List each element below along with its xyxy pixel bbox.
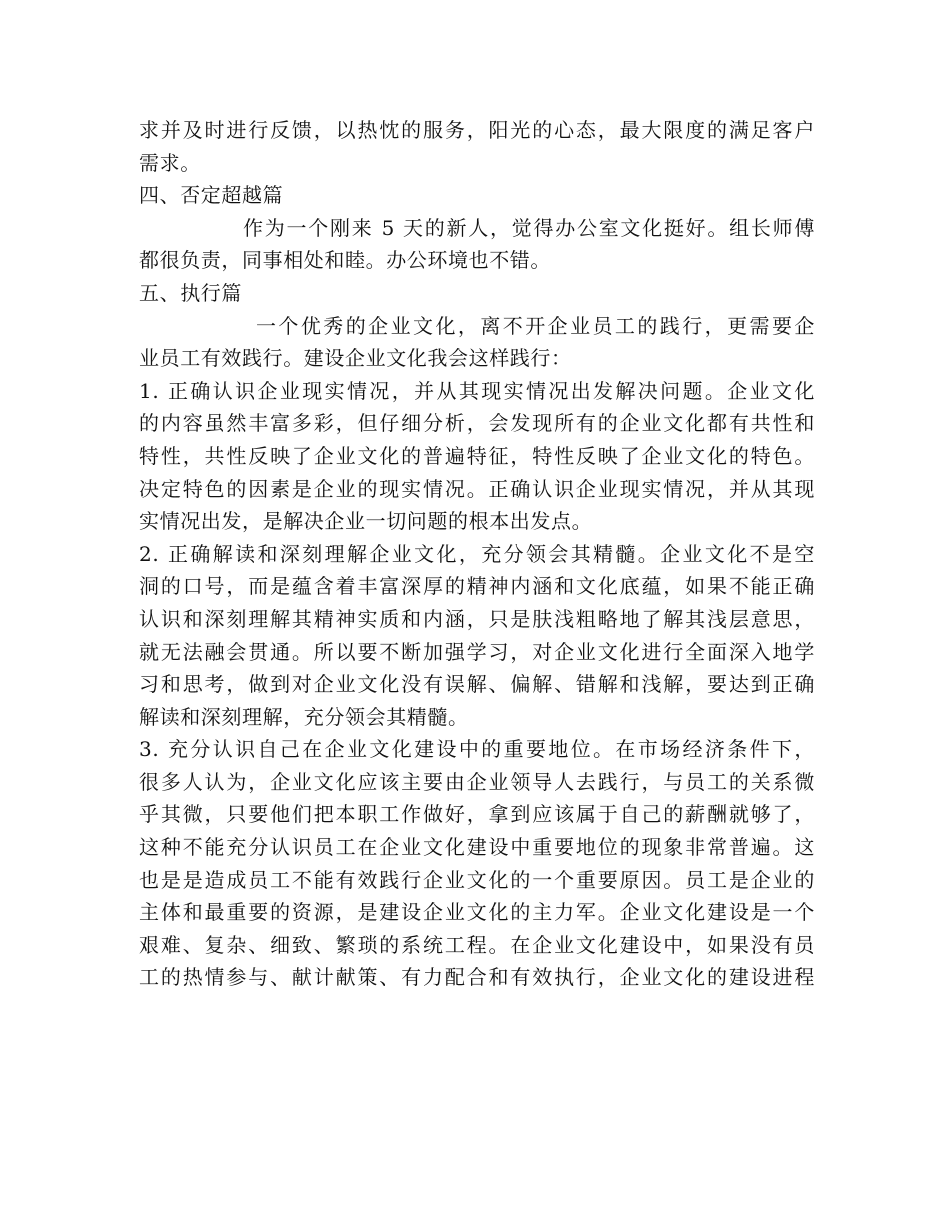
- text-line: 解读和深刻理解，充分领会其精髓。: [139, 704, 469, 729]
- text-line: 实情况出发，是解决企业一切问题的根本出发点。: [139, 509, 593, 534]
- text-line: 决定特色的因素是企业的现实情况。正确认识企业现实情况，并从其现: [139, 476, 815, 501]
- text-line: 作为一个刚来 5 天的新人，觉得办公室文化挺好。组长师傅: [243, 215, 815, 240]
- text-line: 乎其微，只要他们把本职工作做好，拿到应该属于自己的薪酬就够了，: [139, 802, 815, 827]
- text-line: 业员工有效践行。建设企业文化我会这样践行：: [139, 346, 572, 371]
- text-line: 特性，共性反映了企业文化的普遍特征，特性反映了企业文化的特色。: [139, 443, 815, 468]
- text-line: 这种不能充分认识员工在企业文化建设中重要地位的现象非常普遍。这: [139, 835, 815, 860]
- text-line: 就无法融会贯通。所以要不断加强学习，对企业文化进行全面深入地学: [139, 639, 815, 664]
- text-line: 认识和深刻理解其精神实质和内涵，只是肤浅粗略地了解其浅层意思，: [139, 606, 815, 631]
- text-line: 也是是造成员工不能有效践行企业文化的一个重要原因。员工是企业的: [139, 867, 815, 892]
- text-line: 一个优秀的企业文化，离不开企业员工的践行，更需要企: [256, 313, 815, 338]
- text-line: 习和思考，做到对企业文化没有误解、偏解、错解和浅解，要达到正确: [139, 672, 815, 697]
- text-line: 的内容虽然丰富多彩，但仔细分析，会发现所有的企业文化都有共性和: [139, 411, 815, 436]
- text-line: 都很负责，同事相处和睦。办公环境也不错。: [139, 248, 551, 273]
- text-line: 艰难、复杂、细致、繁琐的系统工程。在企业文化建设中，如果没有员: [139, 932, 815, 957]
- text-line: 五、执行篇: [139, 280, 242, 305]
- text-line: 1. 正确认识企业现实情况，并从其现实情况出发解决问题。企业文化: [139, 378, 815, 403]
- text-line: 3. 充分认识自己在企业文化建设中的重要地位。在市场经济条件下，: [139, 737, 815, 762]
- text-line: 2. 正确解读和深刻理解企业文化，充分领会其精髓。企业文化不是空: [139, 541, 815, 566]
- text-line: 工的热情参与、献计献策、有力配合和有效执行，企业文化的建设进程: [139, 965, 815, 990]
- text-line: 主体和最重要的资源，是建设企业文化的主力军。企业文化建设是一个: [139, 900, 815, 925]
- document-body: [139, 114, 815, 994]
- text-line: 求并及时进行反馈，以热忱的服务，阳光的心态，最大限度的满足客户: [139, 118, 815, 142]
- text-line: 洞的口号，而是蕴含着丰富深厚的精神内涵和文化底蕴，如果不能正确: [139, 574, 815, 599]
- text-line: 需求。: [139, 150, 201, 175]
- text-line: 四、否定超越篇: [139, 183, 284, 208]
- text-line: 很多人认为，企业文化应该主要由企业领导人去践行，与员工的关系微: [139, 769, 815, 794]
